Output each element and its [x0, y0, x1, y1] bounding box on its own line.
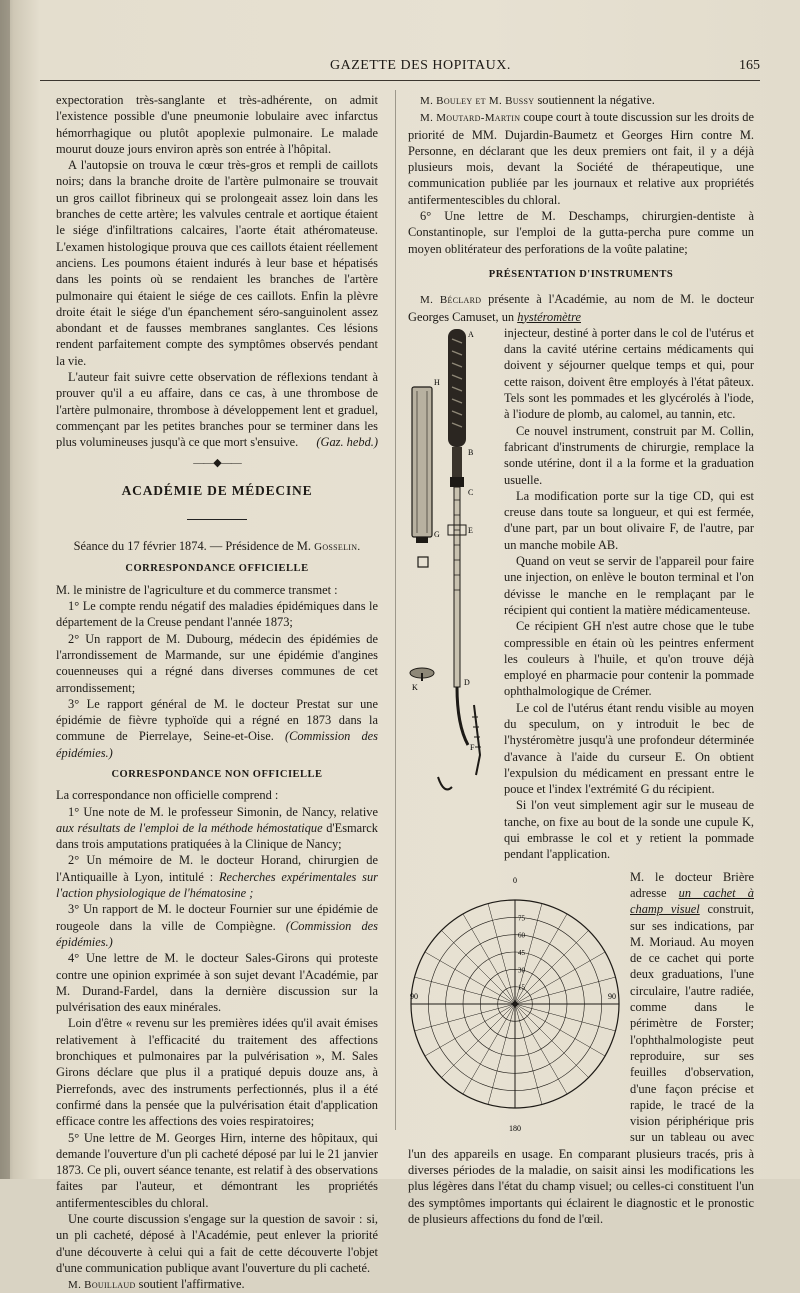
modification-paragraph: La modification porte sur la tige CD, qui est creuse dans toute sa longueur, et qui est fermée, d'une part, par un bout olivaire F, de l'autre, par un manche mobile AB. [504, 488, 754, 552]
nonofficial-item-3 [56, 901, 378, 950]
bouillaud-name: M. Bouillaud [68, 1279, 136, 1292]
hysterometre-section [408, 325, 754, 863]
hysterometre-term: hystéromètre [517, 309, 581, 324]
vf-scale-label: 75 [518, 913, 525, 922]
no2-title: Recherches expérimentales sur l'action physiologique de l'hématosine ; [56, 869, 378, 901]
moutard-paragraph [408, 109, 754, 208]
nonofficial-item-5: 5° Une lettre de M. Georges Hirn, interne des hôpitaux, qui demande l'ouverture d'un pli cacheté déposé par lui le 21 janvier 1873. Ce pli, ouvert séance tenante, est relatif à des observations faites par l'auteur, et démontrant les propriétés antifermentescibles du chloral. [56, 1130, 378, 1210]
beclard-a: présente à l'Académie, au nom de M. le docteur Georges Camuset, un [408, 292, 754, 324]
beclard-name: M. Béclard [420, 294, 482, 307]
vf-meridian [515, 1004, 589, 1078]
column-divider [395, 90, 396, 1130]
injection-paragraph: Quand on veut se servir de l'appareil pour faire une injection, on enlève le bouton terminal et l'on dévisse le manche en le remplaçant par le récipient qui contient la matière médicamenteuse. [504, 554, 754, 617]
moutard-text: coupe court à toute discussion sur les droits de priorité de MM. Dujardin-Baumetz et Georges Hirn contre M. Personne, en déclarant que les deux premiers ont fait, il y a déjà plusieurs mois, devant la Société de thérapeutique, une communication publiée par les journaux et relative aux propriétés antifermentescibles du chloral. [408, 110, 754, 207]
vf-scale-label: 30 [518, 965, 525, 974]
visual-field-chart [408, 873, 622, 1135]
journal-title: GAZETTE DES HOPITAUX. [330, 58, 511, 73]
recipient-paragraph: Ce récipient GH n'est autre chose que le tube compressible en étain où les peintres enferment les couleurs à l'huile, et qu'on trouve déjà employé en pharmacie pour contenir la pommade ophthalmologique de Crémer. [504, 619, 754, 699]
bouillaud-text: soutient l'affirmative. [135, 1277, 245, 1292]
conclusion-text: L'auteur fait suivre cette observation de réflexions tendant à prouver qu'il a eu affaire, dans ce cas, à une thrombose de l'artère pulmonaire, thrombose à développement lent et graduel, commençant par les petites branches pour se terminer dans les plus volumineuses jusqu'à ce que mort s'ensuive. [56, 370, 378, 450]
label-c: C [468, 487, 474, 497]
label-g: G [434, 529, 440, 539]
instruments-heading: PRÉSENTATION D'INSTRUMENTS [488, 268, 674, 280]
tube-recipient [412, 387, 432, 567]
bouley-bussy-names: M. Bouley et M. Bussy [420, 95, 535, 107]
official-correspondence-heading: CORRESPONDANCE OFFICIELLE [125, 563, 309, 575]
vf-meridian [425, 1004, 515, 1056]
page-binding-shadow [0, 0, 10, 1179]
visual-field-scale-labels [518, 914, 526, 991]
vf-scale-label: 15 [518, 983, 525, 992]
vf-scale-label: 45 [518, 948, 525, 957]
no3-a: 3° Un rapport de M. le docteur Fournier sur une épidémie de rougeole dans la ville de Compiègne. [56, 902, 378, 933]
official-item-2: 2° Un rapport de M. Dubourg, médecin des épidémies de l'arrondissement de Marmande, sur une épidémie d'angines couenneuses qui a régné dans diverses communes de cet arrondissement; [56, 631, 378, 695]
section-ornament: ——◆—— [193, 456, 241, 469]
session-line [56, 538, 378, 555]
label-e: E [468, 525, 473, 535]
commission-ref: (Commission des épidémies.) [56, 729, 378, 760]
vf-label-left: 90 [410, 991, 418, 1001]
paragraph-expectoration: expectoration très-sanglante et très-adhérente, on admit l'existence possible d'une pneumonie lobulaire avec infarctus hémorrhagique ou plutôt apoplexie pulmonaire. Le malade mourut douze jours environ après son entrée à l'hôpital. [56, 93, 378, 156]
no1-title: aux résultats de l'emploi de la méthode hémostatique [56, 820, 323, 835]
official-intro: M. le ministre de l'agriculture et du commerce transmet : [56, 582, 338, 597]
official-item-3-text: 3° Le rapport général de M. le docteur Prestat sur une épidémie de fièvre typhoïde qui a régné en 1873 dans la commune de Pierrelaye, Seine-et-Oise. [56, 696, 378, 744]
label-d: D [464, 677, 470, 687]
page-number: 165 [739, 58, 760, 73]
beclard-description: injecteur, destiné à porter dans le col de l'utérus et dans la cavité utérine certains médicaments qui doivent y séjourner quelque temps et qui, pour cette raison, doivent être employés à l'état pâteux. Tels sont les pommades et les glycérolés à l'iode, à l'iodure de plomb, au calomel, au tannin, etc. [504, 325, 754, 422]
visual-field-grid [411, 900, 619, 1108]
vf-label-right: 90 [608, 991, 616, 1001]
academy-heading: ACADÉMIE DE MÉDECINE [121, 482, 313, 498]
nonofficial-item-2 [56, 852, 378, 901]
bouley-text: soutiennent la négative. [534, 93, 655, 107]
label-h: H [434, 377, 440, 387]
vf-label-top: 0 [513, 875, 517, 885]
vf-meridian [441, 930, 515, 1004]
label-b: B [468, 447, 474, 457]
no2-a: 2° Un mémoire de M. le docteur Horand, chirurgien de l'Antiquaille à Lyon, intitulé : [56, 853, 378, 884]
vf-meridian [515, 1004, 567, 1094]
vf-meridian [425, 952, 515, 1004]
museau-paragraph: Si l'on veut simplement agir sur le museau de tanche, on fixe au bout de la sonde une cupule K, qui embrasse le col et y retient la pommade pendant l'application. [504, 798, 754, 862]
visual-field-diagram [408, 873, 622, 1135]
session-date: Séance du 17 février 1874. — Présidence de M. [73, 539, 315, 554]
vf-meridian [515, 930, 589, 1004]
label-f: F [470, 742, 475, 752]
nonofficial-item-1 [56, 804, 378, 853]
official-item-3 [56, 696, 378, 761]
deschamps-paragraph: 6° Une lettre de M. Deschamps, chirurgien-dentiste à Constantinople, sur l'emploi de la gutta-percha pure comme un moyen oblitérateur des perforations de la voûte palatine; [408, 209, 754, 256]
vf-label-bottom: 180 [509, 1123, 521, 1133]
vf-meridian [463, 914, 515, 1004]
cup-k [410, 668, 434, 681]
cachet-term: un cachet à champ visuel [630, 885, 754, 917]
priority-discussion: Une courte discussion s'engage sur la question de savoir : si, un pli cacheté, déposé à l'Académie, peut enlever la priorité d'une découverte à celui qui a fait de cette découverte l'objet d'une communication publique avant l'ouverture du pli cacheté. [56, 1212, 378, 1275]
running-head [40, 58, 760, 81]
nonofficial-intro: La correspondance non officielle comprend : [56, 788, 279, 803]
briere-a: M. le docteur Brière adresse [630, 869, 754, 900]
nonofficial-item-4: 4° Une lettre de M. le docteur Sales-Girons qui proteste contre une opinion exprimée à son sujet devant l'Académie, par M. Durand-Fardel, dans la dernière discussion sur la pulvérisation des eaux minérales. [56, 951, 378, 1015]
nonofficial-correspondence-heading: CORRESPONDANCE NON OFFICIELLE [111, 768, 323, 780]
bouillaud-line [56, 1276, 378, 1293]
visual-field-section [408, 869, 754, 1228]
vf-scale-label: 60 [518, 931, 525, 940]
heading-rule [187, 519, 247, 520]
no1-c: d'Esmarck dans trois amputations pratiquées à la Clinique de Nancy; [56, 820, 378, 852]
col-paragraph: Le col de l'utérus étant rendu visible au moyen du speculum, on y introduit le bec de l'hystéromètre jusqu'à une profondeur déterminée d'avance à l'aide du curseur E. On obtient l'expulsion du médicament en pressant entre le pouce et l'index l'extrémité G du récipient. [504, 700, 754, 797]
collin-paragraph: Ce nouvel instrument, construit par M. Collin, fabricant d'instruments de chirurgie, remplace la sonde utérine, dont il a la forme et la graduation usuelle. [504, 423, 754, 487]
label-k: K [412, 682, 418, 692]
official-item-1: 1° Le compte rendu négatif des maladies épidémiques dans le département de la Creuse pendant l'année 1873; [56, 599, 378, 630]
vf-meridian [441, 1004, 515, 1078]
source-citation: (Gaz. hebd.) [316, 435, 378, 450]
right-column [408, 92, 754, 1227]
no3-ref: (Commission des épidémies.) [56, 918, 378, 949]
briere-c: construit, sur ses indications, par M. Moriaud. Au moyen de ce cachet qui porte deux graduations, l'une circulaire, l'autre radiée, comme dans le périmètre de Forster; l'ophthalmologiste peut reproduire, sur ses feuilles d'observation, d'une façon précise et rapide, le tracé de la vision périphérique pris sur un tableau ou avec l'un des appareils en usage. En comparant plusieurs tracés, pris à diverses périodes de la maladie, on saisit ainsi les modifications les plus légères dans l'état du champ visuel; ou celles-ci constituent l'un des symptômes importants qui éclairent le diagnostic et le pronostic de plusieurs affections du fond de l'œil. [408, 902, 754, 1226]
label-a: A [468, 329, 474, 339]
vf-meridian [515, 1004, 605, 1056]
vf-center-dot [513, 1001, 518, 1006]
sales-girons-quote: Loin d'être « revenu sur les premières idées qu'il avait émises relativement à l'efficacité du traitement des affections bronchiques et pulmonaires par la pulvérisation », M. Sales Girons déclare que plus il a pratiqué depuis douze ans, à Pierrefonds, avec des instruments perfectionnés, plus il a été confirmé dans la pensée que la pulvérisation était d'application efficace contre les affections des voies respiratoires; [56, 1016, 378, 1129]
hysterometre-text [504, 325, 754, 863]
left-column [56, 92, 378, 1293]
session-president: Gosselin. [314, 541, 361, 554]
bouley-line [408, 92, 754, 109]
moutard-name: M. Moutard-Martin [420, 112, 521, 125]
vf-meridian [515, 952, 605, 1004]
no1-a: 1° Une note de M. le professeur Simonin, de Nancy, relative [68, 804, 378, 819]
hysterometre-illustration [408, 325, 500, 800]
beclard-intro [408, 291, 754, 325]
paragraph-author-conclusion [56, 369, 378, 450]
vf-meridian [463, 1004, 515, 1094]
paragraph-autopsy: A l'autopsie on trouva le cœur très-gros et rempli de caillots noirs; dans la branche droite de l'artère pulmonaire se trouvait un gros caillot fibrineux qui se prolongeait assez loin dans les branches de cette artère; les valvules centrale et aortique étaient le siége d'infiltrations calcaires, l'aorte était athéromateuse. L'examen histologique prouva que ces caillots étaient réellement anciens. Les poumons étaient indurés à leur base et hépatisés dans les points où se rendaient les branches de l'artère pulmonaire qui étaient le siége de ces caillots. Enfin la plèvre droite était le siége d'un épanchement séro-sanguinolent assez abondant et de fausses membranes sanglantes. Ces lésions rendent parfaitement compte des symptômes observés pendant la vie. [56, 158, 378, 368]
